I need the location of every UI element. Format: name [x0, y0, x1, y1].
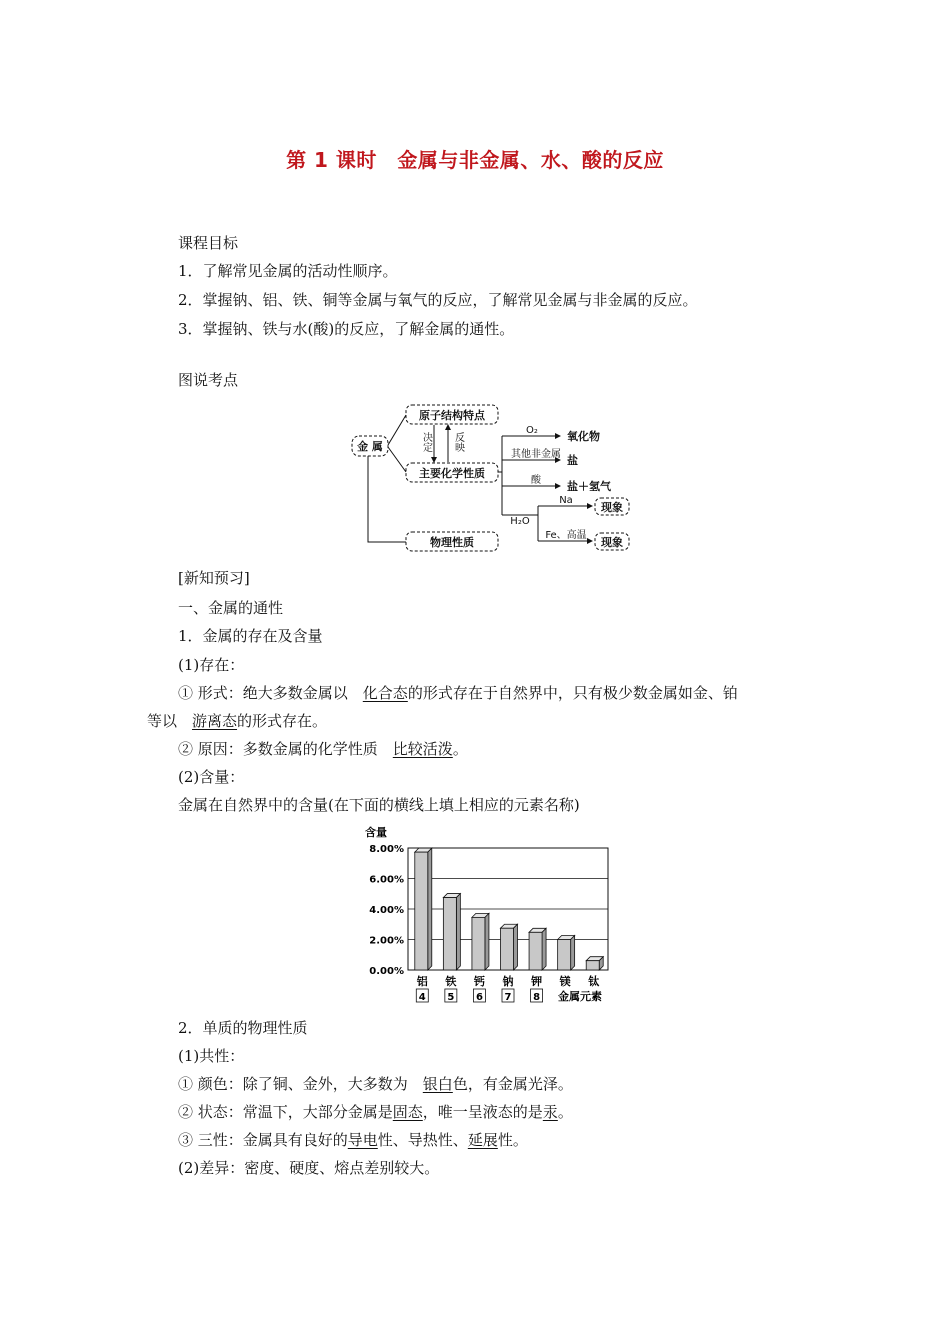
content-label: (2)含量： — [178, 768, 245, 786]
page-title: 第 1 课时 金属与非金属、水、酸的反应 — [286, 148, 664, 172]
chart-category-label: 镁 — [559, 975, 571, 988]
concept-diagram — [340, 398, 640, 558]
chart-bar-side — [542, 928, 546, 970]
fill-free-state: 游离态 — [192, 712, 238, 730]
goal-item-1: 1．了解常见金属的活动性顺序。 — [178, 262, 398, 280]
chart-ytick-label: 0.00% — [369, 966, 404, 977]
chart-category-label: 钛 — [588, 975, 600, 988]
chart-blank-number: 6 — [475, 992, 483, 1003]
chart-bar-side — [428, 848, 432, 970]
chart-bar — [558, 940, 571, 971]
diagram-acid: 酸 — [531, 475, 541, 486]
fill-ductile: 延展 — [467, 1131, 498, 1149]
chart-ylabel: 含量 — [365, 826, 387, 839]
chart-blank-number: 8 — [533, 992, 541, 1003]
common-label: (1)共性： — [178, 1047, 245, 1065]
diagram-phenomenon-1: 现象 — [601, 501, 623, 514]
subsection-2: 2．单质的物理性质 — [178, 1019, 308, 1037]
diagram-oxide: 氧化物 — [567, 430, 600, 443]
chart-bar — [586, 961, 599, 970]
chart-bar — [443, 898, 456, 970]
diagram-nonmetal: 其他非金属 — [511, 449, 561, 460]
fill-active: 比较活泼 — [392, 740, 453, 758]
chart-category-label: 钾 — [531, 975, 543, 988]
diagram-salt-h2: 盐＋氢气 — [567, 480, 611, 493]
subsection-1: 1．金属的存在及含量 — [178, 627, 323, 645]
content-desc: 金属在自然界中的含量(在下面的横线上填上相应的元素名称) — [178, 796, 580, 814]
state-line: ② 状态：常温下，大部分金属是固态，唯一呈液态的是汞。 — [178, 1103, 573, 1121]
fill-silver-white: 银白 — [422, 1075, 453, 1093]
section-1-heading: 一、金属的通性 — [178, 599, 284, 617]
diagram-o2: O₂ — [526, 425, 538, 436]
chart-blank-number: 5 — [447, 992, 455, 1003]
chart-ytick-label: 6.00% — [369, 874, 404, 886]
diagram-salt: 盐 — [567, 454, 578, 467]
diagram-phenomenon-2: 现象 — [601, 536, 623, 549]
goals-heading: 课程目标 — [178, 234, 239, 252]
diagram-root: 金 属 — [357, 440, 383, 453]
chart-blank-number: 4 — [418, 992, 426, 1003]
chart-category-label: 铁 — [445, 975, 457, 988]
abundance-chart — [330, 822, 630, 1010]
chart-bar-side — [485, 913, 489, 970]
chart-category-label: 铝 — [416, 975, 428, 988]
diagram-h2o: H₂O — [510, 516, 530, 527]
chart-bar-side — [571, 936, 575, 971]
form-line-2: 等以 游离态的形式存在。 — [147, 712, 328, 730]
chart-bar — [472, 917, 485, 970]
chart-bar — [529, 932, 542, 970]
diagram-chem: 主要化学性质 — [419, 467, 485, 480]
goal-item-2: 2．掌握钠、铝、铁、铜等金属与氧气的反应，了解常见金属与非金属的反应。 — [178, 291, 698, 309]
chart-xlabel: 金属元素 — [558, 990, 602, 1003]
reason-line: ② 原因：多数金属的化学性质 比较活泼。 — [178, 740, 468, 758]
fill-conductive: 导电 — [347, 1131, 378, 1149]
chart-ytick-label: 2.00% — [369, 935, 404, 947]
chart-ytick-label: 8.00% — [369, 844, 404, 855]
diagram-na: Na — [559, 495, 573, 506]
fill-mercury: 汞 — [542, 1103, 558, 1121]
difference-line: (2)差异：密度、硬度、熔点差别较大。 — [178, 1159, 440, 1177]
diagram-structure: 原子结构特点 — [419, 409, 485, 422]
diagram-decide: 决定 — [420, 432, 432, 452]
chart-category-label: 钠 — [502, 975, 514, 988]
form-line: ① 形式：绝大多数金属以 化合态的形式存在于自然界中，只有极少数金属如金、铂 — [178, 684, 738, 702]
diagram-phys: 物理性质 — [430, 536, 474, 549]
color-line: ① 颜色：除了铜、金外，大多数为 银白色，有金属光泽。 — [178, 1075, 573, 1093]
diagram-fe: Fe、高温 — [545, 530, 587, 541]
diagram-reflect: 反映 — [452, 432, 464, 452]
chart-category-label: 钙 — [473, 975, 485, 988]
diagram-heading: 图说考点 — [178, 371, 239, 389]
fill-solid: 固态 — [392, 1103, 423, 1121]
chart-bar-side — [514, 924, 518, 970]
chart-ytick-label: 4.00% — [369, 905, 404, 916]
preview-heading: [新知预习] — [178, 569, 250, 587]
chart-bar — [415, 852, 428, 970]
exist-label: (1)存在： — [178, 656, 245, 674]
chart-bar — [501, 928, 514, 970]
chart-blank-number: 7 — [504, 992, 512, 1003]
fill-combined-state: 化合态 — [362, 684, 408, 702]
chart-bar-side — [456, 894, 460, 970]
three-line: ③ 三性：金属具有良好的导电性、导热性、延展性。 — [178, 1131, 528, 1149]
goal-item-3: 3．掌握钠、铁与水(酸)的反应，了解金属的通性。 — [178, 320, 515, 338]
